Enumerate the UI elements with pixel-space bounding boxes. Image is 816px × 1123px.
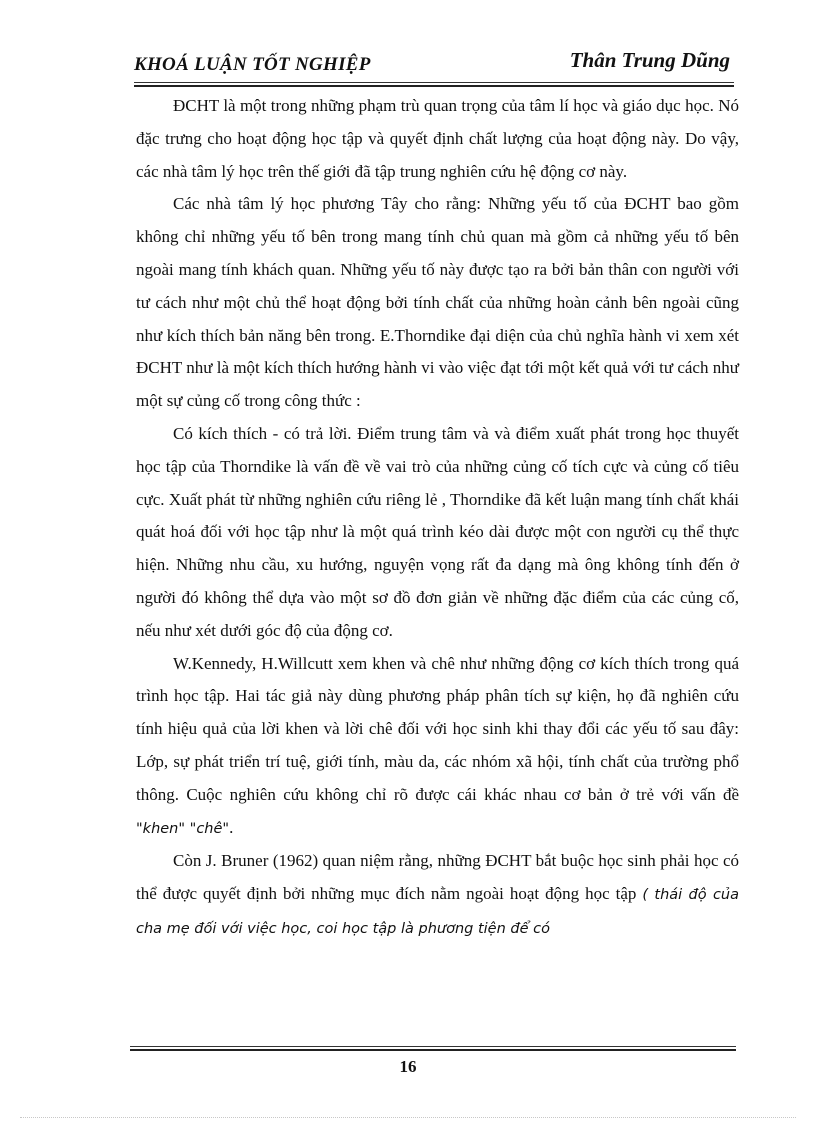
- page-number: 16: [399, 1057, 417, 1076]
- page-edge-dotted-line: [20, 1117, 796, 1118]
- paragraph: [136, 90, 739, 188]
- page-header: [134, 46, 734, 80]
- paragraph-text: Có kích thích - có trả lời. Điểm trung tâm và và điểm xuất phát trong học thuyết học tập của Thorndike là vấn đề về vai trò của những củng cố tích cực và củng cố tiêu cực. Xuất phát từ những nghiên cứu riêng lẻ , Thorndike đã kết luận mang tính chất khái quát hoá đối với học tập như là một quá trình kéo dài được một con người cụ thể thực hiện. Những nhu cầu, xu hướng, nguyện vọng rất đa dạng mà ông không tính đến ở người đó không thể dựa vào một sơ đồ đơn giản về những đặc điểm của các củng cố, nếu như xét dưới góc độ của động cơ.: [136, 423, 739, 640]
- paragraph: [136, 188, 739, 418]
- paragraph-text: ĐCHT là một trong những phạm trù quan trọng của tâm lí học và giáo dục học. Nó đặc trưng cho hoạt động học tập và quyết định chất lượng của hoạt động này. Do vậy, các nhà tâm lý học trên thế giới đã tập trung nghiên cứu hệ động cơ này.: [136, 96, 739, 181]
- italic-quote: "khen" "chê": [136, 820, 230, 837]
- thesis-title: KHOÁ LUẬN TỐT NGHIỆP: [134, 54, 371, 75]
- italic-parenthetical: ( thái độ của cha mẹ đối với việc học, coi học tập là phương tiện để có: [136, 887, 739, 937]
- paragraph: [136, 418, 739, 648]
- paragraph-text: Còn J. Bruner (1962) quan niệm rằng, những ĐCHT bắt buộc học sinh phải học có thể được quyết định bởi những mục đích nằm ngoài hoạt động học tập: [136, 851, 739, 904]
- paragraph-text: Các nhà tâm lý học phương Tây cho rằng: Những yếu tố của ĐCHT bao gồm không chỉ những yếu tố bên trong mang tính chủ quan mà gồm cả những yếu tố bên ngoài mang tính khách quan. Những yếu tố này được tạo ra bởi bản thân con người với tư cách như một chủ thể hoạt động bởi tính chất của những hoàn cảnh bên ngoài cũng như kích thích bản năng bên trong. E.Thorndike đại diện của chủ nghĩa hành vi xem xét ĐCHT như là một kích thích hướng hành vi vào việc đạt tới một kết quả với tư cách như một sự củng cố trong công thức :: [136, 194, 739, 411]
- paragraph: [136, 845, 739, 945]
- paragraph-text: W.Kennedy, H.Willcutt xem khen và chê như những động cơ kích thích trong quá trình học tập. Hai tác giả này dùng phương pháp phân tích sự kiện, họ đã nghiên cứu tính hiệu quả của lời khen và lời chê đối với học sinh khi thay đổi các yếu tố sau đây: Lớp, sự phát triển trí tuệ, giới tính, màu da, các nhóm xã hội, tính chất của trường phổ thông. Cuộc nghiên cứu không chỉ rõ được cái khác nhau cơ bản ở trẻ với vấn đề: [136, 653, 739, 804]
- header-divider: [134, 82, 734, 83]
- author-name: Thân Trung Dũng: [569, 48, 730, 72]
- paragraph-text: .: [229, 817, 234, 837]
- paragraph: [136, 648, 739, 846]
- footer-divider: [130, 1046, 736, 1052]
- body-text: [136, 90, 739, 946]
